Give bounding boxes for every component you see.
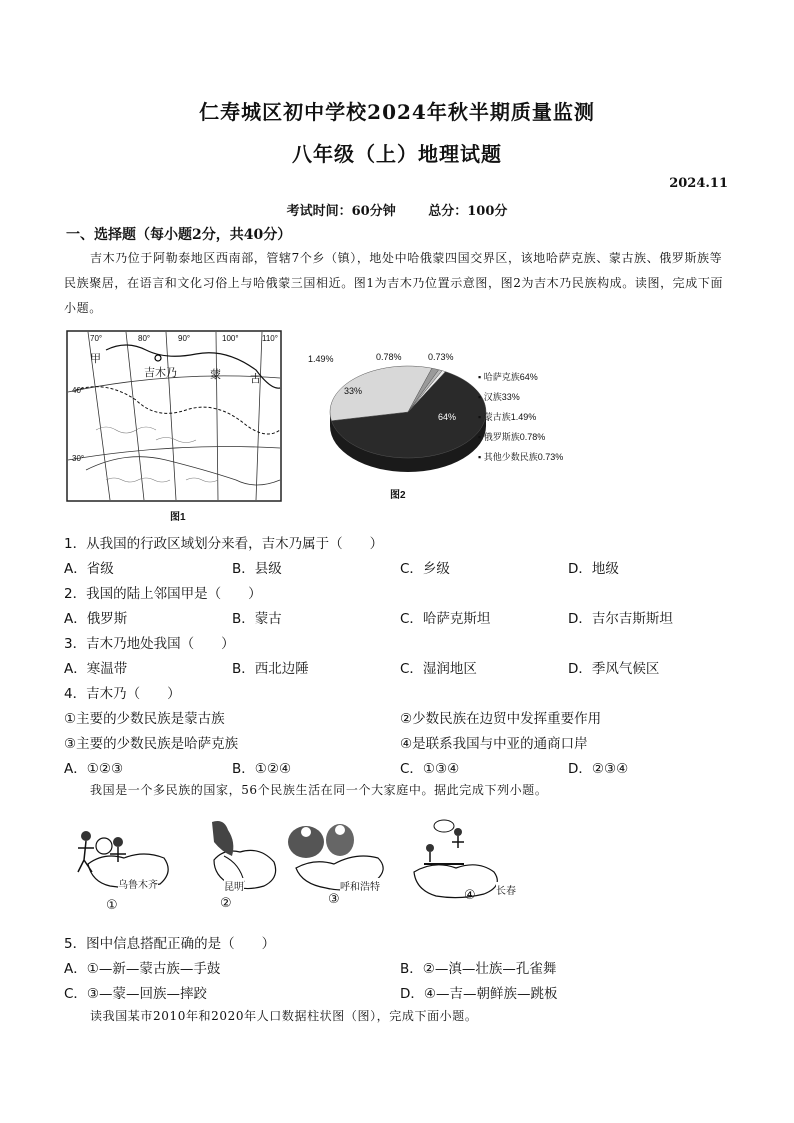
tick-100: 100° — [222, 334, 239, 343]
question-5-stem: 5．图中信息搭配正确的是（ ） — [64, 936, 276, 952]
exam-subtitle: 八年级（上）地理试题 — [292, 142, 502, 166]
q5-option-d[interactable]: D．④—吉—朝鲜族—跳板 — [400, 986, 558, 1002]
figure-1-map — [66, 330, 282, 523]
map-label-gu: 古 — [250, 373, 261, 385]
q2-option-a[interactable]: A．俄罗斯 — [64, 611, 128, 627]
q4-option-a[interactable]: A．①②③ — [64, 761, 124, 777]
figure-2-pie — [300, 340, 580, 510]
passage-1: 吉木乃位于阿勒泰地区西南部，管辖7个乡（镇），地处中哈俄蒙四国交界区，该地哈萨克族、蒙古族、俄罗斯族等民族聚居，在语言和文化习俗上与哈俄蒙三国相近。图1为吉木乃位置示意图，图2为吉木乃民族构成。读图，完成下面小题。 — [64, 251, 724, 315]
q4-option-c[interactable]: C．①③④ — [400, 761, 460, 777]
tick-80: 80° — [138, 334, 151, 343]
q5-option-c[interactable]: C．③—蒙—回族—摔跤 — [64, 986, 208, 1002]
legend-item-4: ▪ 俄罗斯族0.78% — [478, 432, 546, 442]
q1-option-c[interactable]: C．乡级 — [400, 561, 450, 577]
legend-item-2: ▪ 汉族33% — [478, 392, 520, 402]
q3-option-d[interactable]: D．季风气候区 — [568, 661, 660, 677]
fig3-num-2: ② — [220, 896, 232, 911]
legend-item-5: ▪ 其他少数民族0.73% — [478, 452, 564, 462]
q2-option-b[interactable]: B．蒙古 — [232, 611, 282, 627]
tick-110: 110° — [262, 334, 278, 343]
city-label-kunming: 昆明 — [224, 878, 244, 893]
tick-70: 70° — [90, 334, 103, 343]
legend-item-1: ▪ 哈萨克族64% — [478, 372, 538, 382]
pie-chart — [318, 356, 498, 486]
tick-40: 40° — [72, 386, 85, 395]
q5-option-a[interactable]: A．①—新—蒙古族—手鼓 — [64, 961, 221, 977]
q2-option-c[interactable]: C．哈萨克斯坦 — [400, 611, 491, 627]
pie-label-4: 33% — [344, 386, 363, 396]
q4-statement-3: ③主要的少数民族是哈萨克族 — [64, 736, 239, 752]
pie-label-3: 0.73% — [428, 352, 454, 362]
map-label-jia: 甲 — [90, 353, 101, 365]
exam-info — [0, 200, 794, 219]
q4-statement-2: ②少数民族在边贸中发挥重要作用 — [400, 711, 602, 727]
legend-item-3: ▪ 蒙古族1.49% — [478, 412, 537, 422]
pie-label-2: 0.78% — [376, 352, 402, 362]
exam-total: 总分：100分 — [428, 204, 508, 219]
q4-option-d[interactable]: D．②③④ — [568, 761, 629, 777]
fig3-num-4: ④ — [464, 888, 476, 903]
q1-option-d[interactable]: D．地级 — [568, 561, 619, 577]
question-4-stem: 4．吉木乃（ ） — [64, 686, 181, 702]
question-3-stem: 3．吉木乃地处我国（ ） — [64, 636, 235, 652]
q1-option-b[interactable]: B．县级 — [232, 561, 282, 577]
passage-2: 我国是一个多民族的国家，56个民族生活在同一个大家庭中。据此完成下列小题。 — [90, 783, 548, 797]
tick-30: 30° — [72, 454, 85, 463]
question-1-stem: 1．从我国的行政区域划分来看，吉木乃属于（ ） — [64, 536, 384, 552]
q4-option-b[interactable]: B．①②④ — [232, 761, 292, 777]
figure-3-ethnic-map — [64, 812, 544, 916]
city-label-changchun: 长春 — [496, 882, 516, 897]
q3-option-c[interactable]: C．湿润地区 — [400, 661, 477, 677]
figure-1-caption: 图1 — [170, 512, 186, 523]
q2-option-d[interactable]: D．吉尔吉斯斯坦 — [568, 611, 673, 627]
q3-option-a[interactable]: A．寒温带 — [64, 661, 128, 677]
exam-time: 考试时间：60分钟 — [286, 204, 396, 219]
section-heading: 一、选择题（每小题2分，共40分） — [66, 227, 292, 243]
exam-date: 2024.11 — [669, 176, 728, 191]
q3-option-b[interactable]: B．西北边陲 — [232, 661, 309, 677]
city-label-urumqi: 乌鲁木齐 — [118, 876, 158, 891]
city-label-hohhot: 呼和浩特 — [340, 878, 380, 893]
fig3-num-1: ① — [106, 898, 118, 913]
question-2-stem: 2．我国的陆上邻国甲是（ ） — [64, 586, 262, 602]
q4-statement-4: ④是联系我国与中亚的通商口岸 — [400, 736, 588, 752]
map-label-jimunai: 吉木乃 — [144, 367, 177, 379]
figure-2-caption: 图2 — [390, 490, 406, 501]
passage-3: 读我国某市2010年和2020年人口数据柱状图（图），完成下面小题。 — [90, 1009, 478, 1023]
q1-option-a[interactable]: A．省级 — [64, 561, 114, 577]
pie-label-1: 1.49% — [308, 354, 334, 364]
tick-90: 90° — [178, 334, 191, 343]
pie-label-5: 64% — [438, 412, 457, 422]
map-label-meng: 蒙 — [210, 369, 221, 381]
q5-option-b[interactable]: B．②—滇—壮族—孔雀舞 — [400, 961, 557, 977]
fig3-num-3: ③ — [328, 892, 340, 907]
exam-title: 仁寿城区初中学校2024年秋半期质量监测 — [199, 100, 595, 124]
q4-statement-1: ①主要的少数民族是蒙古族 — [64, 711, 225, 727]
